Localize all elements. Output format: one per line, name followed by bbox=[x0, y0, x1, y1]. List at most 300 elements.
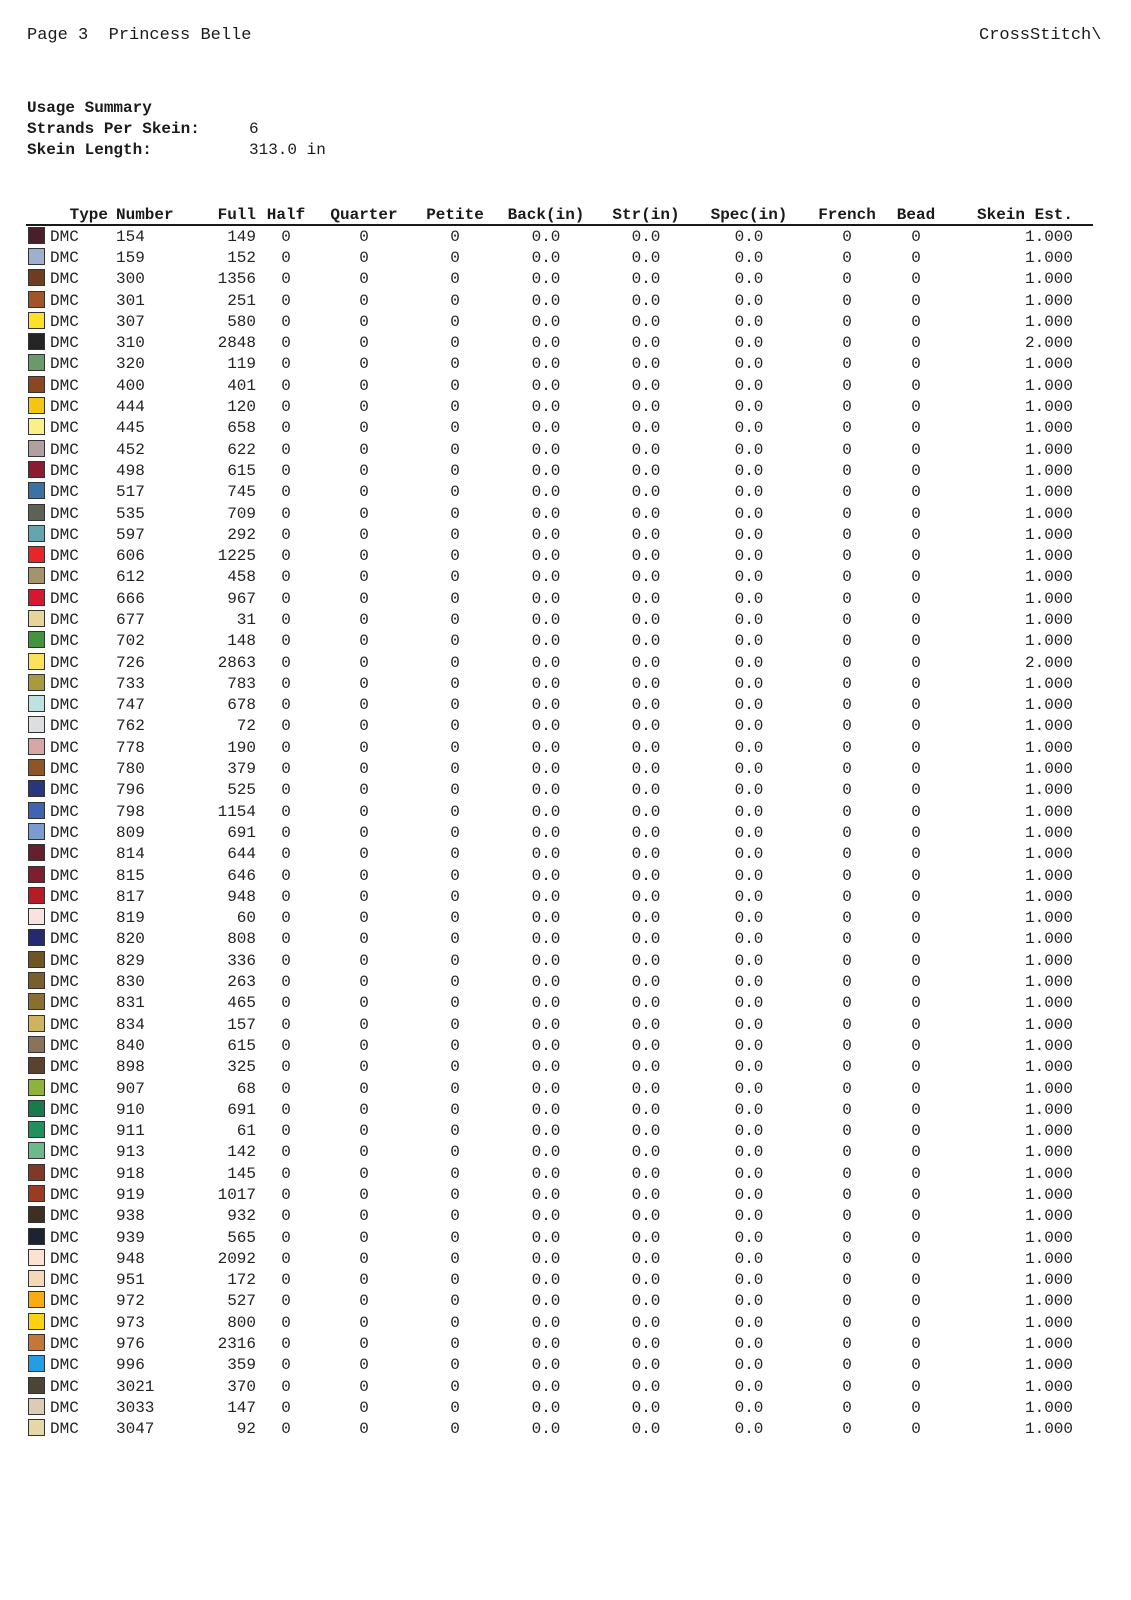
color-swatch bbox=[28, 440, 45, 457]
skein-estimate-cell: 1.000 bbox=[1024, 312, 1073, 331]
full-count-cell: 145 bbox=[227, 1164, 256, 1183]
straight-length-cell: 0.0 bbox=[631, 887, 661, 906]
full-count-cell: 1225 bbox=[217, 547, 256, 566]
straight-length-cell: 0.0 bbox=[631, 760, 661, 779]
half-count-cell: 0 bbox=[281, 1186, 291, 1204]
color-swatch-cell bbox=[26, 822, 50, 843]
thread-type-cell: DMC bbox=[50, 930, 79, 949]
petite-count-cell: 0 bbox=[450, 1036, 460, 1055]
thread-number-cell: 820 bbox=[116, 930, 145, 949]
skein-estimate-cell: 1.000 bbox=[1024, 1292, 1073, 1311]
thread-number-cell: 911 bbox=[116, 1122, 145, 1141]
color-swatch bbox=[28, 269, 45, 286]
straight-length-cell: 0.0 bbox=[631, 1079, 661, 1098]
thread-type-cell: DMC bbox=[50, 610, 79, 629]
straight-length-cell: 0.0 bbox=[631, 1143, 661, 1162]
straight-length-cell: 0.0 bbox=[631, 1228, 661, 1247]
color-swatch bbox=[28, 610, 45, 627]
col-header-full: Full bbox=[186, 204, 263, 225]
petite-count-cell: 0 bbox=[450, 1079, 460, 1098]
usage-summary bbox=[27, 98, 326, 161]
full-count-cell: 2316 bbox=[217, 1335, 256, 1354]
bead-count-cell: 0 bbox=[911, 589, 921, 608]
bead-count-cell: 0 bbox=[911, 653, 921, 672]
full-count-cell: 61 bbox=[236, 1122, 256, 1141]
quarter-count-cell: 0 bbox=[359, 227, 369, 246]
table-row bbox=[26, 418, 1093, 439]
back-length-cell: 0.0 bbox=[531, 398, 561, 417]
skein-estimate-cell: 1.000 bbox=[1024, 504, 1073, 523]
full-count-cell: 808 bbox=[227, 930, 256, 949]
bead-count-cell: 0 bbox=[911, 781, 921, 800]
full-count-cell: 60 bbox=[236, 909, 256, 928]
back-length-cell: 0.0 bbox=[531, 738, 561, 757]
back-length-cell: 0.0 bbox=[531, 483, 561, 502]
quarter-count-cell: 0 bbox=[359, 1143, 369, 1162]
half-count-cell: 0 bbox=[281, 717, 291, 736]
french-knot-cell: 0 bbox=[842, 696, 852, 715]
bead-count-cell: 0 bbox=[911, 930, 921, 949]
quarter-count-cell: 0 bbox=[359, 994, 369, 1013]
special-length-cell: 0.0 bbox=[734, 1377, 764, 1396]
petite-count-cell: 0 bbox=[450, 1015, 460, 1034]
col-header-quarter: Quarter bbox=[309, 204, 419, 225]
color-swatch-cell bbox=[26, 396, 50, 417]
special-length-cell: 0.0 bbox=[734, 1015, 764, 1034]
thread-type-cell: DMC bbox=[50, 355, 79, 374]
bead-count-cell: 0 bbox=[911, 760, 921, 779]
color-swatch-cell bbox=[26, 1163, 50, 1184]
special-length-cell: 0.0 bbox=[734, 376, 764, 395]
color-swatch bbox=[28, 1142, 45, 1159]
table-row bbox=[26, 1014, 1093, 1035]
skein-estimate-cell: 2.000 bbox=[1024, 334, 1073, 353]
straight-length-cell: 0.0 bbox=[631, 1292, 661, 1311]
thread-number-cell: 938 bbox=[116, 1207, 145, 1226]
straight-length-cell: 0.0 bbox=[631, 419, 661, 438]
color-swatch-cell bbox=[26, 1355, 50, 1376]
full-count-cell: 783 bbox=[227, 674, 256, 693]
thread-type-cell: DMC bbox=[50, 951, 79, 970]
back-length-cell: 0.0 bbox=[531, 845, 561, 864]
color-swatch bbox=[28, 1270, 45, 1287]
french-knot-cell: 0 bbox=[842, 589, 852, 608]
half-count-cell: 0 bbox=[281, 1100, 291, 1119]
straight-length-cell: 0.0 bbox=[631, 1036, 661, 1055]
quarter-count-cell: 0 bbox=[359, 1228, 369, 1247]
quarter-count-cell: 0 bbox=[359, 866, 369, 885]
usage-table bbox=[26, 204, 1093, 1440]
table-row bbox=[26, 1142, 1093, 1163]
color-swatch bbox=[28, 631, 45, 648]
thread-type-cell: DMC bbox=[50, 461, 79, 480]
straight-length-cell: 0.0 bbox=[631, 696, 661, 715]
straight-length-cell: 0.0 bbox=[631, 1186, 661, 1204]
skein-estimate-cell: 1.000 bbox=[1024, 823, 1073, 842]
thread-number-cell: 798 bbox=[116, 802, 145, 821]
skein-estimate-cell: 1.000 bbox=[1024, 1249, 1073, 1268]
french-knot-cell: 0 bbox=[842, 227, 852, 246]
back-length-cell: 0.0 bbox=[531, 674, 561, 693]
thread-type-cell: DMC bbox=[50, 866, 79, 885]
thread-type-cell: DMC bbox=[50, 1186, 79, 1204]
table-row bbox=[26, 545, 1093, 566]
half-count-cell: 0 bbox=[281, 334, 291, 353]
thread-type-cell: DMC bbox=[50, 568, 79, 587]
full-count-cell: 565 bbox=[227, 1228, 256, 1247]
color-swatch-cell bbox=[26, 524, 50, 545]
back-length-cell: 0.0 bbox=[531, 1122, 561, 1141]
petite-count-cell: 0 bbox=[450, 1058, 460, 1077]
special-length-cell: 0.0 bbox=[734, 1036, 764, 1055]
color-swatch bbox=[28, 695, 45, 712]
thread-number-cell: 829 bbox=[116, 951, 145, 970]
thread-number-cell: 972 bbox=[116, 1292, 145, 1311]
thread-type-cell: DMC bbox=[50, 483, 79, 502]
petite-count-cell: 0 bbox=[450, 1100, 460, 1119]
thread-number-cell: 907 bbox=[116, 1079, 145, 1098]
special-length-cell: 0.0 bbox=[734, 1164, 764, 1183]
full-count-cell: 2092 bbox=[217, 1249, 256, 1268]
special-length-cell: 0.0 bbox=[734, 504, 764, 523]
skein-estimate-cell: 1.000 bbox=[1024, 1398, 1073, 1417]
color-swatch-cell bbox=[26, 1206, 50, 1227]
petite-count-cell: 0 bbox=[450, 696, 460, 715]
quarter-count-cell: 0 bbox=[359, 717, 369, 736]
straight-length-cell: 0.0 bbox=[631, 312, 661, 331]
special-length-cell: 0.0 bbox=[734, 398, 764, 417]
full-count-cell: 1017 bbox=[217, 1186, 256, 1204]
table-row bbox=[26, 503, 1093, 524]
straight-length-cell: 0.0 bbox=[631, 440, 661, 459]
special-length-cell: 0.0 bbox=[734, 1420, 764, 1439]
skein-estimate-cell: 1.000 bbox=[1024, 355, 1073, 374]
special-length-cell: 0.0 bbox=[734, 1398, 764, 1417]
bead-count-cell: 0 bbox=[911, 1398, 921, 1417]
bead-count-cell: 0 bbox=[911, 909, 921, 928]
special-length-cell: 0.0 bbox=[734, 696, 764, 715]
bead-count-cell: 0 bbox=[911, 632, 921, 651]
full-count-cell: 92 bbox=[236, 1420, 256, 1439]
thread-number-cell: 300 bbox=[116, 270, 145, 289]
thread-number-cell: 918 bbox=[116, 1164, 145, 1183]
color-swatch-cell bbox=[26, 332, 50, 353]
bead-count-cell: 0 bbox=[911, 674, 921, 693]
half-count-cell: 0 bbox=[281, 1398, 291, 1417]
thread-type-cell: DMC bbox=[50, 1058, 79, 1077]
skein-estimate-cell: 1.000 bbox=[1024, 845, 1073, 864]
color-swatch bbox=[28, 1185, 45, 1202]
half-count-cell: 0 bbox=[281, 227, 291, 246]
straight-length-cell: 0.0 bbox=[631, 227, 661, 246]
petite-count-cell: 0 bbox=[450, 525, 460, 544]
color-swatch bbox=[28, 1398, 45, 1415]
color-swatch-cell bbox=[26, 1312, 50, 1333]
skein-estimate-cell: 1.000 bbox=[1024, 610, 1073, 629]
summary-heading: Usage Summary bbox=[27, 99, 152, 117]
full-count-cell: 119 bbox=[227, 355, 256, 374]
petite-count-cell: 0 bbox=[450, 312, 460, 331]
thread-number-cell: 796 bbox=[116, 781, 145, 800]
thread-type-cell: DMC bbox=[50, 525, 79, 544]
half-count-cell: 0 bbox=[281, 696, 291, 715]
thread-number-cell: 780 bbox=[116, 760, 145, 779]
table-row bbox=[26, 886, 1093, 907]
color-swatch-cell bbox=[26, 269, 50, 290]
skein-estimate-cell: 1.000 bbox=[1024, 376, 1073, 395]
table-row bbox=[26, 801, 1093, 822]
half-count-cell: 0 bbox=[281, 1015, 291, 1034]
color-swatch bbox=[28, 929, 45, 946]
back-length-cell: 0.0 bbox=[531, 504, 561, 523]
full-count-cell: 2848 bbox=[217, 334, 256, 353]
thread-number-cell: 3047 bbox=[116, 1420, 155, 1439]
thread-type-cell: DMC bbox=[50, 1335, 79, 1354]
quarter-count-cell: 0 bbox=[359, 1079, 369, 1098]
half-count-cell: 0 bbox=[281, 973, 291, 992]
back-length-cell: 0.0 bbox=[531, 248, 561, 267]
color-swatch-cell bbox=[26, 737, 50, 758]
thread-number-cell: 612 bbox=[116, 568, 145, 587]
color-swatch bbox=[28, 972, 45, 989]
skein-estimate-cell: 1.000 bbox=[1024, 291, 1073, 310]
thread-number-cell: 762 bbox=[116, 717, 145, 736]
color-swatch-cell bbox=[26, 439, 50, 460]
special-length-cell: 0.0 bbox=[734, 440, 764, 459]
thread-number-cell: 597 bbox=[116, 525, 145, 544]
color-swatch bbox=[28, 418, 45, 435]
quarter-count-cell: 0 bbox=[359, 291, 369, 310]
bead-count-cell: 0 bbox=[911, 1292, 921, 1311]
color-swatch bbox=[28, 674, 45, 691]
thread-number-cell: 702 bbox=[116, 632, 145, 651]
french-knot-cell: 0 bbox=[842, 930, 852, 949]
french-knot-cell: 0 bbox=[842, 270, 852, 289]
thread-number-cell: 830 bbox=[116, 973, 145, 992]
special-length-cell: 0.0 bbox=[734, 589, 764, 608]
french-knot-cell: 0 bbox=[842, 1015, 852, 1034]
skein-estimate-cell: 1.000 bbox=[1024, 1335, 1073, 1354]
special-length-cell: 0.0 bbox=[734, 674, 764, 693]
color-swatch bbox=[28, 908, 45, 925]
full-count-cell: 1356 bbox=[217, 270, 256, 289]
full-count-cell: 527 bbox=[227, 1292, 256, 1311]
color-swatch bbox=[28, 1100, 45, 1117]
french-knot-cell: 0 bbox=[842, 334, 852, 353]
color-swatch-cell bbox=[26, 1035, 50, 1056]
color-swatch bbox=[28, 291, 45, 308]
thread-type-cell: DMC bbox=[50, 1164, 79, 1183]
color-swatch-cell bbox=[26, 1248, 50, 1269]
special-length-cell: 0.0 bbox=[734, 845, 764, 864]
quarter-count-cell: 0 bbox=[359, 440, 369, 459]
skein-estimate-cell: 1.000 bbox=[1024, 909, 1073, 928]
french-knot-cell: 0 bbox=[842, 1377, 852, 1396]
special-length-cell: 0.0 bbox=[734, 930, 764, 949]
full-count-cell: 658 bbox=[227, 419, 256, 438]
color-swatch bbox=[28, 1334, 45, 1351]
full-count-cell: 72 bbox=[236, 717, 256, 736]
french-knot-cell: 0 bbox=[842, 1122, 852, 1141]
back-length-cell: 0.0 bbox=[531, 227, 561, 246]
bead-count-cell: 0 bbox=[911, 1228, 921, 1247]
thread-type-cell: DMC bbox=[50, 845, 79, 864]
special-length-cell: 0.0 bbox=[734, 355, 764, 374]
color-swatch-cell bbox=[26, 609, 50, 630]
skein-estimate-cell: 1.000 bbox=[1024, 1356, 1073, 1375]
special-length-cell: 0.0 bbox=[734, 312, 764, 331]
quarter-count-cell: 0 bbox=[359, 334, 369, 353]
petite-count-cell: 0 bbox=[450, 589, 460, 608]
petite-count-cell: 0 bbox=[450, 461, 460, 480]
color-swatch bbox=[28, 1057, 45, 1074]
french-knot-cell: 0 bbox=[842, 461, 852, 480]
thread-number-cell: 535 bbox=[116, 504, 145, 523]
french-knot-cell: 0 bbox=[842, 1079, 852, 1098]
quarter-count-cell: 0 bbox=[359, 419, 369, 438]
french-knot-cell: 0 bbox=[842, 887, 852, 906]
straight-length-cell: 0.0 bbox=[631, 632, 661, 651]
bead-count-cell: 0 bbox=[911, 887, 921, 906]
color-swatch-cell bbox=[26, 865, 50, 886]
thread-number-cell: 666 bbox=[116, 589, 145, 608]
thread-number-cell: 939 bbox=[116, 1228, 145, 1247]
thread-type-cell: DMC bbox=[50, 1100, 79, 1119]
table-row bbox=[26, 375, 1093, 396]
french-knot-cell: 0 bbox=[842, 738, 852, 757]
skein-estimate-cell: 1.000 bbox=[1024, 461, 1073, 480]
special-length-cell: 0.0 bbox=[734, 1335, 764, 1354]
col-header-bead: Bead bbox=[887, 204, 945, 225]
thread-type-cell: DMC bbox=[50, 632, 79, 651]
half-count-cell: 0 bbox=[281, 1122, 291, 1141]
special-length-cell: 0.0 bbox=[734, 1356, 764, 1375]
color-swatch-cell bbox=[26, 1376, 50, 1397]
color-swatch-cell bbox=[26, 1078, 50, 1099]
back-length-cell: 0.0 bbox=[531, 951, 561, 970]
special-length-cell: 0.0 bbox=[734, 461, 764, 480]
full-count-cell: 147 bbox=[227, 1398, 256, 1417]
back-length-cell: 0.0 bbox=[531, 1036, 561, 1055]
full-count-cell: 691 bbox=[227, 1100, 256, 1119]
back-length-cell: 0.0 bbox=[531, 823, 561, 842]
back-length-cell: 0.0 bbox=[531, 781, 561, 800]
thread-type-cell: DMC bbox=[50, 504, 79, 523]
skein-estimate-cell: 1.000 bbox=[1024, 951, 1073, 970]
petite-count-cell: 0 bbox=[450, 1228, 460, 1247]
full-count-cell: 336 bbox=[227, 951, 256, 970]
page-header bbox=[27, 26, 251, 45]
back-length-cell: 0.0 bbox=[531, 1420, 561, 1439]
skein-estimate-cell: 1.000 bbox=[1024, 398, 1073, 417]
thread-type-cell: DMC bbox=[50, 376, 79, 395]
half-count-cell: 0 bbox=[281, 802, 291, 821]
quarter-count-cell: 0 bbox=[359, 1186, 369, 1204]
back-length-cell: 0.0 bbox=[531, 1292, 561, 1311]
french-knot-cell: 0 bbox=[842, 909, 852, 928]
bead-count-cell: 0 bbox=[911, 973, 921, 992]
skein-length-label: Skein Length: bbox=[27, 141, 152, 159]
french-knot-cell: 0 bbox=[842, 291, 852, 310]
color-swatch bbox=[28, 802, 45, 819]
full-count-cell: 2863 bbox=[217, 653, 256, 672]
skein-estimate-cell: 1.000 bbox=[1024, 1228, 1073, 1247]
skein-estimate-cell: 1.000 bbox=[1024, 1420, 1073, 1439]
color-swatch-cell bbox=[26, 716, 50, 737]
strands-value: 6 bbox=[249, 120, 259, 138]
quarter-count-cell: 0 bbox=[359, 1420, 369, 1439]
bead-count-cell: 0 bbox=[911, 738, 921, 757]
straight-length-cell: 0.0 bbox=[631, 1377, 661, 1396]
color-swatch bbox=[28, 1015, 45, 1032]
half-count-cell: 0 bbox=[281, 483, 291, 502]
back-length-cell: 0.0 bbox=[531, 440, 561, 459]
color-swatch bbox=[28, 1291, 45, 1308]
back-length-cell: 0.0 bbox=[531, 355, 561, 374]
straight-length-cell: 0.0 bbox=[631, 930, 661, 949]
bead-count-cell: 0 bbox=[911, 823, 921, 842]
special-length-cell: 0.0 bbox=[734, 1292, 764, 1311]
skein-estimate-cell: 1.000 bbox=[1024, 525, 1073, 544]
table-row bbox=[26, 908, 1093, 929]
back-length-cell: 0.0 bbox=[531, 270, 561, 289]
thread-type-cell: DMC bbox=[50, 270, 79, 289]
full-count-cell: 948 bbox=[227, 887, 256, 906]
col-header-half: Half bbox=[263, 204, 309, 225]
thread-type-cell: DMC bbox=[50, 760, 79, 779]
french-knot-cell: 0 bbox=[842, 398, 852, 417]
color-swatch bbox=[28, 525, 45, 542]
color-swatch bbox=[28, 866, 45, 883]
special-length-cell: 0.0 bbox=[734, 1122, 764, 1141]
skein-estimate-cell: 1.000 bbox=[1024, 1143, 1073, 1162]
skein-estimate-cell: 1.000 bbox=[1024, 1186, 1073, 1204]
back-length-cell: 0.0 bbox=[531, 653, 561, 672]
strands-label: Strands Per Skein: bbox=[27, 120, 200, 138]
back-length-cell: 0.0 bbox=[531, 1079, 561, 1098]
quarter-count-cell: 0 bbox=[359, 909, 369, 928]
straight-length-cell: 0.0 bbox=[631, 973, 661, 992]
half-count-cell: 0 bbox=[281, 760, 291, 779]
special-length-cell: 0.0 bbox=[734, 1186, 764, 1204]
bead-count-cell: 0 bbox=[911, 1335, 921, 1354]
color-swatch bbox=[28, 354, 45, 371]
color-swatch bbox=[28, 653, 45, 670]
color-swatch-cell bbox=[26, 695, 50, 716]
color-swatch bbox=[28, 738, 45, 755]
back-length-cell: 0.0 bbox=[531, 632, 561, 651]
color-swatch-cell bbox=[26, 290, 50, 311]
color-swatch-cell bbox=[26, 929, 50, 950]
thread-number-cell: 814 bbox=[116, 845, 145, 864]
half-count-cell: 0 bbox=[281, 1356, 291, 1375]
back-length-cell: 0.0 bbox=[531, 1249, 561, 1268]
special-length-cell: 0.0 bbox=[734, 227, 764, 246]
straight-length-cell: 0.0 bbox=[631, 1398, 661, 1417]
skein-estimate-cell: 1.000 bbox=[1024, 440, 1073, 459]
skein-estimate-cell: 1.000 bbox=[1024, 1100, 1073, 1119]
french-knot-cell: 0 bbox=[842, 483, 852, 502]
thread-number-cell: 400 bbox=[116, 376, 145, 395]
half-count-cell: 0 bbox=[281, 1420, 291, 1439]
special-length-cell: 0.0 bbox=[734, 1207, 764, 1226]
half-count-cell: 0 bbox=[281, 1249, 291, 1268]
skein-estimate-cell: 1.000 bbox=[1024, 674, 1073, 693]
french-knot-cell: 0 bbox=[842, 823, 852, 842]
petite-count-cell: 0 bbox=[450, 1292, 460, 1311]
half-count-cell: 0 bbox=[281, 248, 291, 267]
thread-type-cell: DMC bbox=[50, 248, 79, 267]
